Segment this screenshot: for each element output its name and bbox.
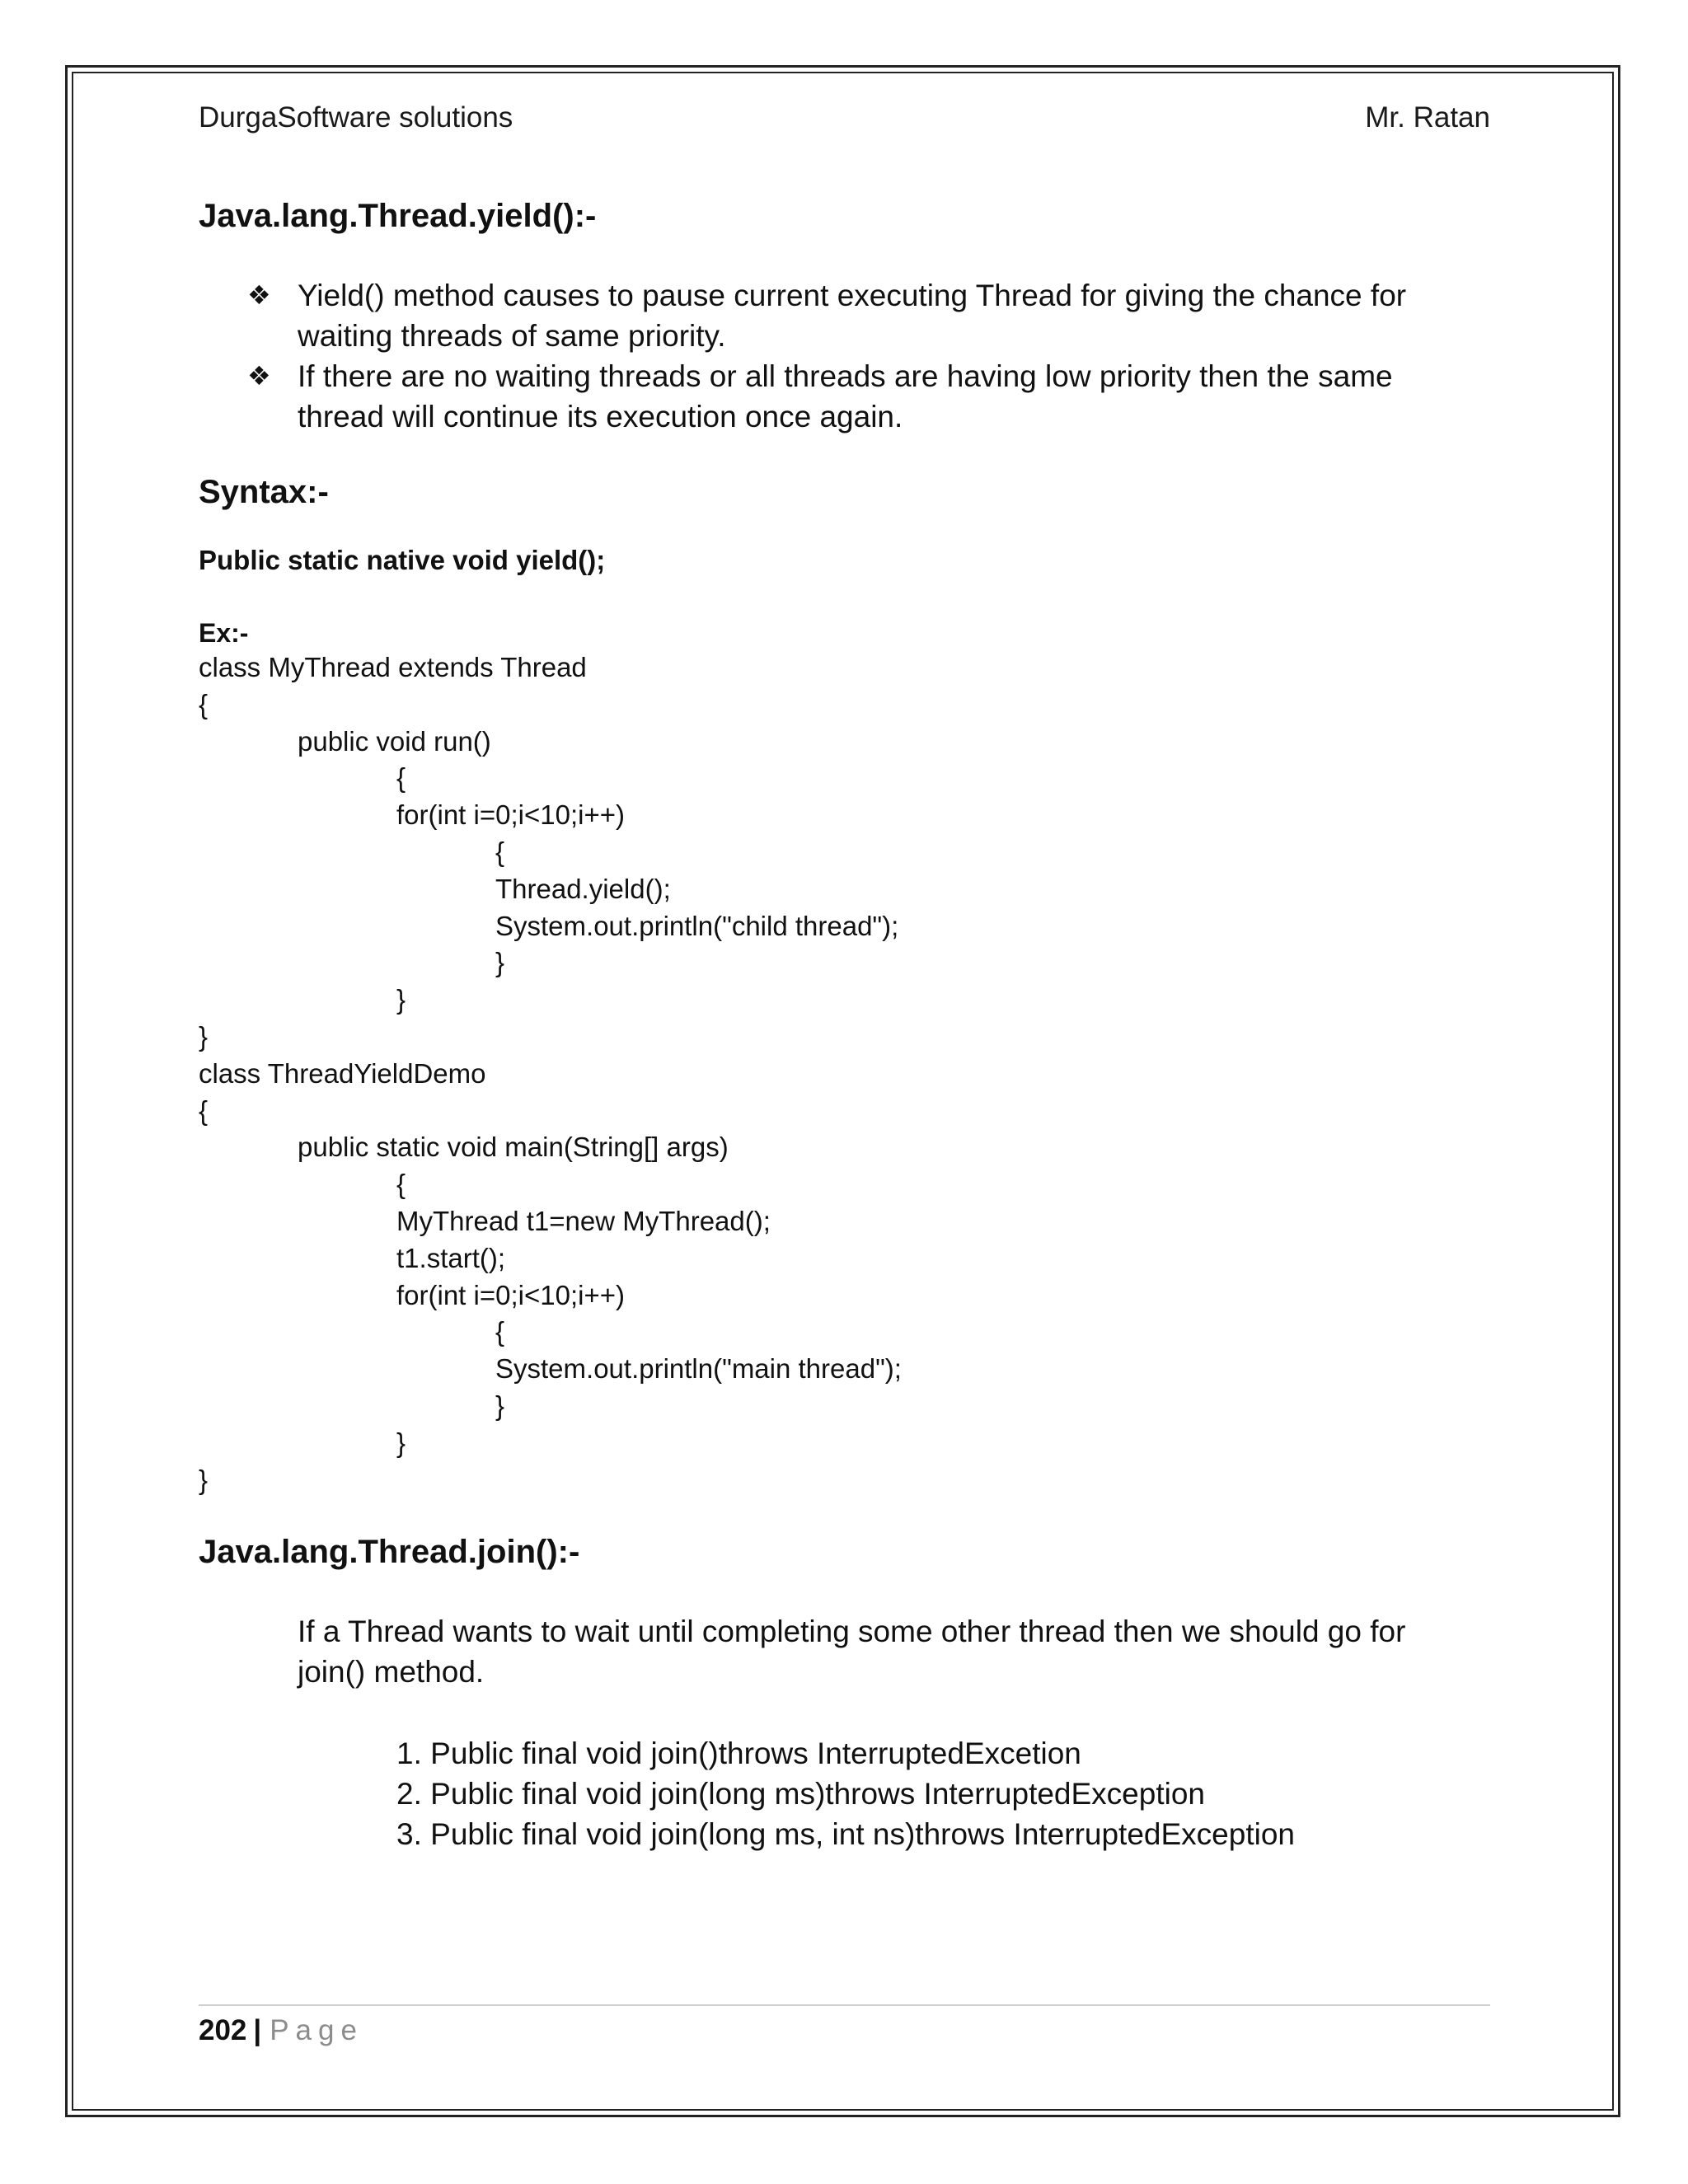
diamond-bullet-icon: ❖ xyxy=(247,279,271,311)
example-label: Ex:- xyxy=(199,618,249,648)
code-line: { xyxy=(495,836,505,867)
syntax-heading: Syntax:- xyxy=(199,474,329,510)
code-line: public void run() xyxy=(298,725,491,757)
code-line: { xyxy=(495,1316,505,1347)
header-company: DurgaSoftware solutions xyxy=(199,101,513,134)
page-number: 202 xyxy=(199,2014,247,2046)
diamond-bullet-icon: ❖ xyxy=(247,360,271,391)
join-method-list xyxy=(396,1733,1295,1854)
example-code-block xyxy=(199,649,902,1498)
code-line: t1.start(); xyxy=(396,1242,506,1273)
code-line: { xyxy=(396,762,406,794)
list-item: 2. Public final void join(long ms)throws InterruptedException xyxy=(396,1777,1205,1811)
code-line: public static void main(String[] args) xyxy=(298,1132,729,1163)
code-line: } xyxy=(495,947,505,978)
page-separator: | xyxy=(253,2014,262,2046)
bullet-item xyxy=(247,275,1418,356)
code-line: Thread.yield(); xyxy=(495,873,671,904)
list-item: 1. Public final void join()throws InterruptedExcetion xyxy=(396,1736,1081,1770)
code-line: } xyxy=(199,1020,209,1052)
page-footer xyxy=(199,2013,363,2048)
code-line: class ThreadYieldDemo xyxy=(199,1057,486,1089)
list-item: 3. Public final void join(long ms, int ns)throws InterruptedException xyxy=(396,1817,1295,1851)
join-heading: Java.lang.Thread.join():- xyxy=(199,1534,580,1570)
code-line: MyThread t1=new MyThread(); xyxy=(396,1205,771,1236)
code-line: { xyxy=(396,1169,406,1200)
code-line: { xyxy=(199,688,209,719)
code-line: } xyxy=(396,984,406,1015)
bullet-text: If there are no waiting threads or all threads are having low priority then the same thread will continue its execution once again. xyxy=(298,359,1393,434)
code-line: for(int i=0;i<10;i++) xyxy=(396,1279,625,1310)
code-line: class MyThread extends Thread xyxy=(199,652,587,682)
footer-divider xyxy=(199,2004,1490,2006)
code-line: } xyxy=(495,1390,505,1421)
code-line: System.out.println("main thread"); xyxy=(495,1353,902,1385)
page-label: Page xyxy=(270,2014,363,2046)
code-line: System.out.println("child thread"); xyxy=(495,910,899,941)
syntax-signature: Public static native void yield(); xyxy=(199,545,606,575)
code-line: } xyxy=(199,1464,209,1495)
code-line: for(int i=0;i<10;i++) xyxy=(396,799,625,831)
code-line: } xyxy=(396,1427,406,1458)
code-line: { xyxy=(199,1094,209,1126)
join-description: If a Thread wants to wait until completing some other thread then we should go for join() method. xyxy=(298,1615,1406,1689)
bullet-item xyxy=(247,356,1418,437)
header-author: Mr. Ratan xyxy=(1365,101,1490,134)
bullet-text: Yield() method causes to pause current executing Thread for giving the chance for waiting threads of same priority. xyxy=(298,279,1407,353)
yield-heading: Java.lang.Thread.yield():- xyxy=(199,198,597,234)
yield-bullet-list xyxy=(247,275,1418,437)
